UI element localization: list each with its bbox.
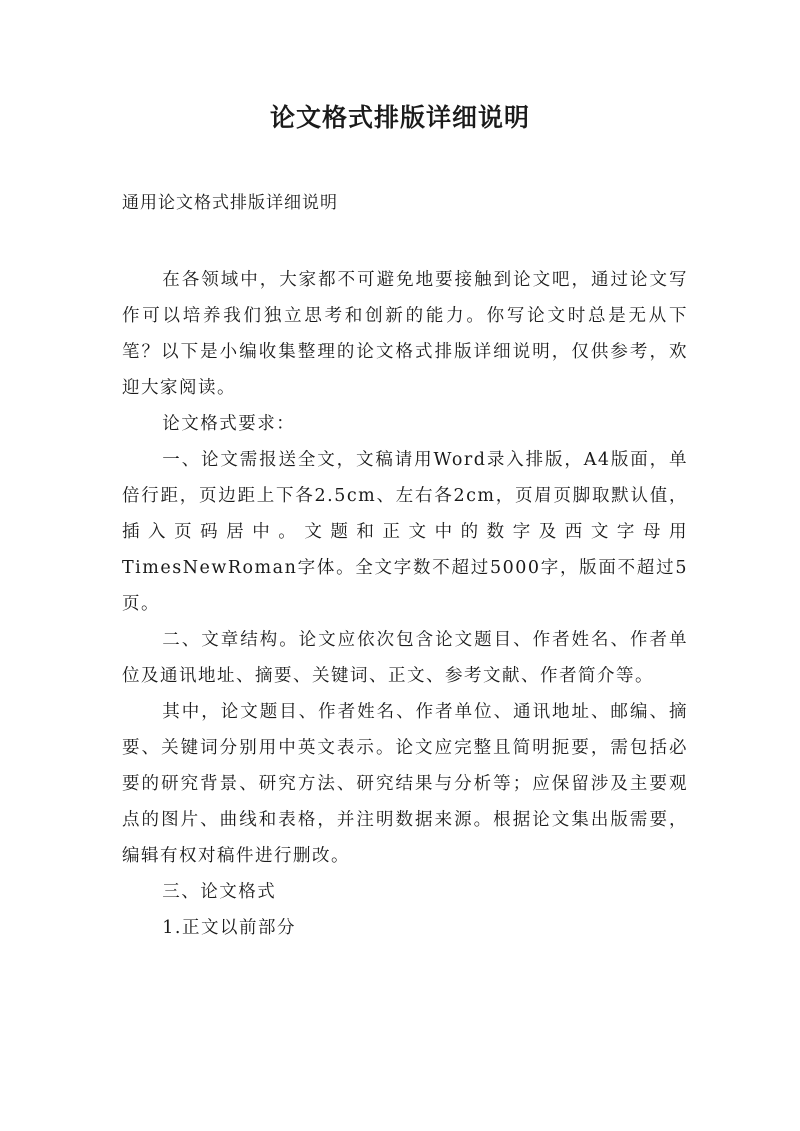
paragraph-section-one: 一、论文需报送全文，文稿请用Word录入排版，A4版面，单倍行距，页边距上下各2.5cm、左右各2cm，页眉页脚取默认值，插入页码居中。文题和正文中的数字及西文字母用TimesNewRoman字体。全文字数不超过5000字，版面不超过5页。 [122,450,688,614]
paragraph-subsection-one: 1.正文以前部分 [162,918,296,938]
paragraph-details: 其中，论文题目、作者姓名、作者单位、通讯地址、邮编、摘要、关键词分别用中英文表示。论文应完整且简明扼要，需包括必要的研究背景、研究方法、研究结果与分析等；应保留涉及主要观点的图片、曲线和表格，并注明数据来源。根据论文集出版需要，编辑有权对稿件进行删改。 [122,702,688,866]
paragraph-section-two: 二、文章结构。论文应依次包含论文题目、作者姓名、作者单位及通讯地址、摘要、关键词、正文、参考文献、作者简介等。 [122,630,688,686]
paragraph-intro: 在各领域中，大家都不可避免地要接触到论文吧，通过论文写作可以培养我们独立思考和创新的能力。你写论文时总是无从下笔？以下是小编收集整理的论文格式排版详细说明，仅供参考，欢迎大家阅读。 [122,270,688,398]
paragraph-section-three: 三、论文格式 [162,882,277,902]
document-title: 论文格式排版详细说明 [269,103,530,132]
document-subtitle: 通用论文格式排版详细说明 [122,193,338,213]
paragraph-format-requirements: 论文格式要求： [162,414,296,434]
document-body [122,262,688,946]
